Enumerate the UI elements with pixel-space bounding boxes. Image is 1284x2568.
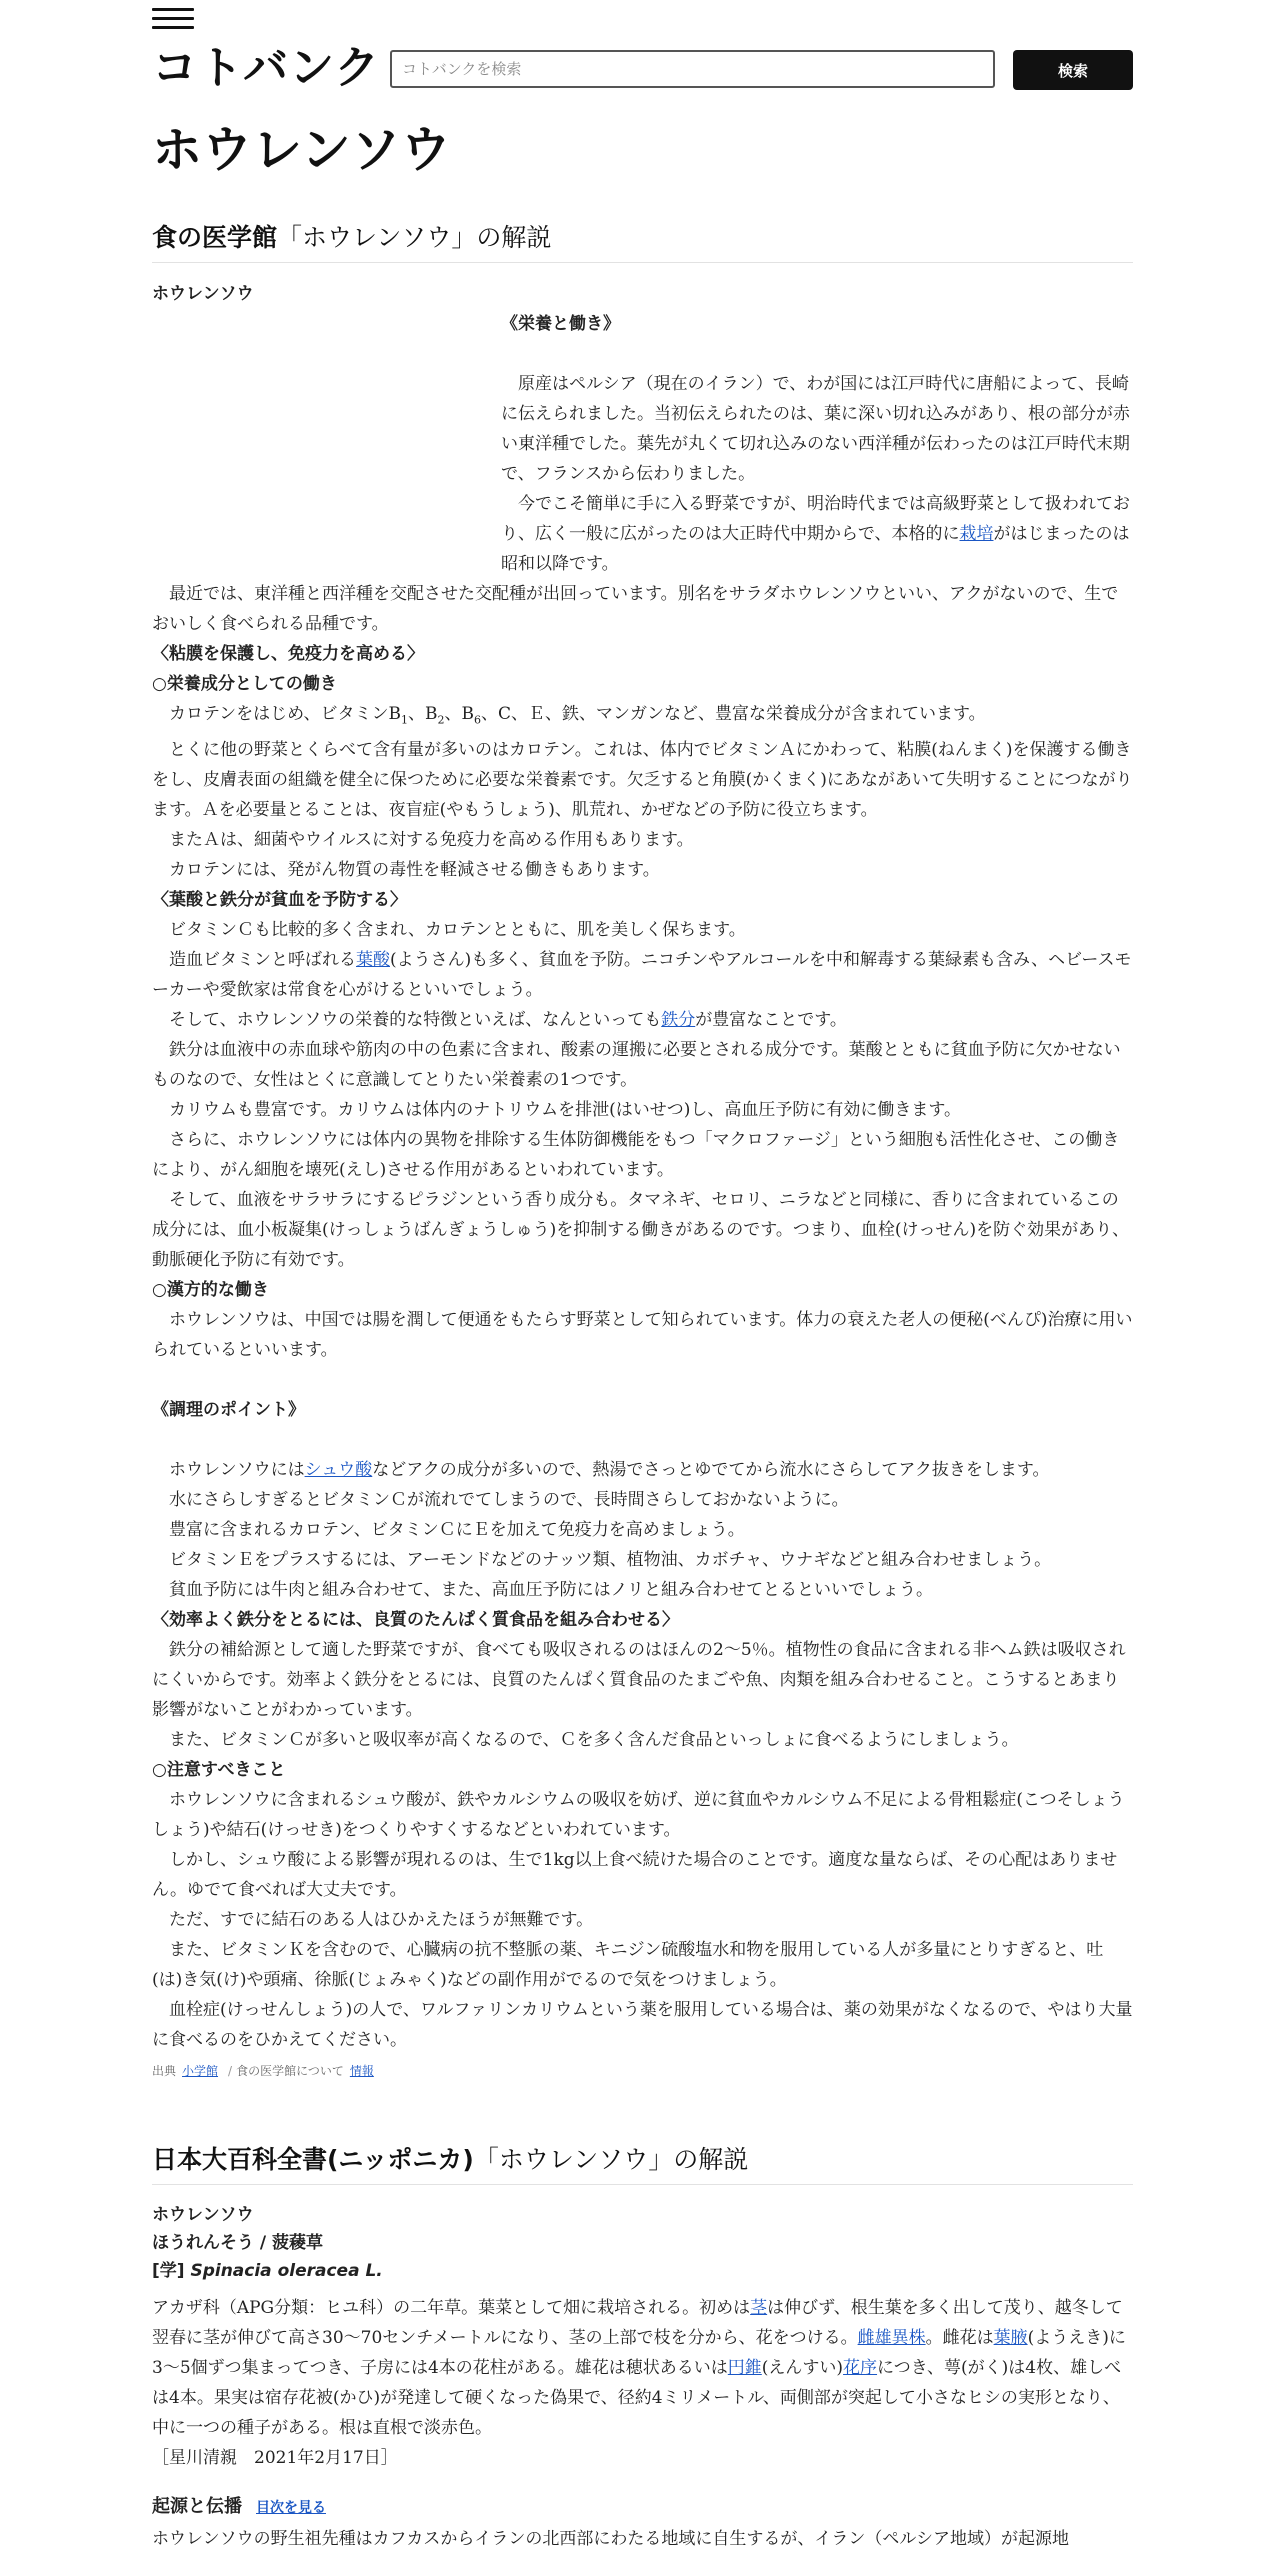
efficient-paragraph-1: 鉄分の補給源として適した野菜ですが、食べても吸収されるのはほんの2～5％。植物性の食品に含まれる非ヘム鉄は吸収されにくいからです。効率よく鉄分をとるには、良質のたんぱく質食品のたまごや魚、肉類を組み合わせること。こうするとあまり影響がないことがわかっています。	[152, 1640, 1126, 1721]
section-heading	[152, 218, 1133, 263]
mucosa-heading: 〈粘膜を保護し、免疫力を高める〉	[152, 644, 424, 664]
image-placeholder-space	[152, 309, 501, 559]
iron-paragraph-2: 鉄分は血液中の赤血球や筋肉の中の色素に含まれ、酸素の運搬に必要とされる成分です。葉酸とともに貧血予防に欠かせないものなので、女性はとくに意識してとりたい栄養素の1つです。	[152, 1040, 1121, 1091]
intro-paragraph-3: 最近では、東洋種と西洋種を交配させた交配種が出回っています。別名をサラダホウレンソウといい、アクがないので、生でおいしく食べられる品種です。	[152, 584, 1119, 634]
cooking-paragraph-4: ビタミンＥをプラスするには、アーモンドなどのナッツ類、植物油、カボチャ、ウナギなどと組み合わせましょう。	[169, 1550, 1052, 1571]
inflorescence-link[interactable]: 花序	[843, 2358, 878, 2378]
efficient-iron-heading: 〈効率よく鉄分をとるには、良質のたんぱく質食品を組み合わせる〉	[152, 1610, 679, 1631]
caution-paragraph-2: しかし、シュウ酸による影響が現れるのは、生で1kg以上食べ続けた場合のことです。適度な量ならば、その心配はありません。ゆでて食べれば大丈夫です。	[152, 1850, 1118, 1901]
site-logo[interactable]: コトバンク	[152, 41, 381, 94]
author-line: ［星川清親 2021年2月17日］	[152, 2448, 398, 2468]
caution-paragraph-3: ただ、すでに結石のある人はひかえたほうが無難です。	[169, 1910, 594, 1931]
carotene-paragraph: とくに他の野菜とくらべて含有量が多いのはカロテン。これは、体内でビタミンＡにかわって、粘膜(ねんまく)を保護する働きをし、皮膚表面の組織を健全に保つために必要な栄養素です。欠乏すると角膜(かくまく)にあながあいて失明することにつながります。Ａを必要量とることは、夜盲症(やもうしょう)、肌荒れ、かぜなどの予防に役立ちます。	[152, 740, 1133, 821]
origin-body	[152, 2524, 1133, 2554]
source-about: 食の医学館について	[236, 2064, 344, 2079]
efficient-paragraph-2: また、ビタミンＣが多いと吸収率が高くなるので、Ｃを多く含んだ食品といっしょに食べるようにしましょう。	[169, 1730, 1019, 1751]
folic-paragraph: 造血ビタミンと呼ばれる葉酸(ようさん)も多く、貧血を予防。ニコチンやアルコールを中和解毒する葉緑素も含み、ヘビースモーカーや愛飲家は常食を心がけるといいでしょう。	[152, 950, 1132, 1001]
folic-iron-heading: 〈葉酸と鉄分が貧血を予防する〉	[152, 890, 407, 911]
cooking-paragraph-3: 豊富に含まれるカロテン、ビタミンＣにＥを加えて免疫力を高めましょう。	[169, 1520, 745, 1541]
entry-word: ホウレンソウ	[152, 284, 254, 304]
dioecious-link[interactable]: 雌雄異株	[857, 2328, 926, 2348]
entry-word: ホウレンソウ	[152, 2205, 254, 2225]
caution-heading: ○注意すべきこと	[152, 1760, 286, 1781]
pyrazine-paragraph: そして、血液をサラサラにするピラジンという香り成分も。タマネギ、セロリ、ニラなどと同様に、香りに含まれているこの成分には、血小板凝集(けっしょうばんぎょうしゅう)を抑制する働きがあるのです。つまり、血栓(けっせん)を防ぐ効果があり、動脈硬化予防に有効です。	[152, 1190, 1130, 1271]
caution-paragraph-5: 血栓症(けっせんしょう)の人で、ワルファリンカリウムという薬を服用している場合は、薬の効果がなくなるので、やはり大量に食べるのをひかえてください。	[152, 2000, 1133, 2051]
section-heading-rest: 「ホウレンソウ」の解説	[277, 223, 552, 252]
cancer-paragraph: カロテンには、発がん物質の毒性を軽減させる働きもあります。	[169, 860, 660, 881]
cooking-paragraph-2: 水にさらしすぎるとビタミンＣが流れでてしまうので、長時間さらしておかないように。	[169, 1490, 849, 1511]
cooking-paragraph-1: ホウレンソウにはシュウ酸などアクの成分が多いので、熱湯でさっとゆでてから流水にさらしてアク抜きをします。	[169, 1460, 1050, 1481]
entry-reading: ほうれんそう / 菠薐草	[152, 2233, 324, 2253]
iron-paragraph: そして、ホウレンソウの栄養的な特徴といえば、なんといっても鉄分が豊富なことです。	[169, 1010, 847, 1031]
source-publisher-link[interactable]: 小学館	[182, 2064, 219, 2079]
oxalic-acid-link[interactable]: シュウ酸	[304, 1460, 373, 1481]
source-info-link[interactable]: 情報	[349, 2064, 374, 2079]
cooking-heading: 《調理のポイント》	[152, 1400, 305, 1421]
macrophage-paragraph: さらに、ホウレンソウには体内の異物を排除する生体防御機能をもつ「マクロファージ」という細胞も活性化させ、この働きにより、がん細胞を壊死(えし)させる作用があるといわれています。	[152, 1130, 1120, 1181]
origin-paragraph: ホウレンソウの野生祖先種はカフカスからイランの北西部にわたる地域に自生するが、イラン（ペルシア地域）が起源地	[152, 2529, 1069, 2549]
origin-heading: 起源と伝播 目次を見る	[152, 2496, 326, 2517]
intro-paragraph-1: 原産はペルシア（現在のイラン）で、わが国には江戸時代に唐船によって、長崎に伝えられました。当初伝えられたのは、葉に深い切れ込みがあり、根の部分が赤い東洋種でした。葉先が丸くて切れ込みのない西洋種が伝わったのは江戸時代末期で、フランスから伝わりました。	[501, 374, 1130, 484]
section-heading-rest: 「ホウレンソウ」の解説	[473, 2145, 749, 2174]
vitc-paragraph: ビタミンＣも比較的多く含まれ、カロテンとともに、肌を美しく保ちます。	[169, 920, 746, 941]
folic-acid-link[interactable]: 葉酸	[356, 950, 390, 971]
source-label: 出典	[152, 2064, 177, 2079]
section-heading	[152, 2140, 1133, 2185]
kampo-paragraph: ホウレンソウは、中国では腸を潤して便通をもたらす野菜として知られています。体力の衰えた老人の便秘(べんぴ)治療に用いられているといいます。	[152, 1310, 1133, 1361]
search-button[interactable]: 検索	[1013, 50, 1133, 90]
hamburger-menu-icon[interactable]	[152, 8, 194, 30]
immune-paragraph: またＡは、細菌やウイルスに対する免疫力を高める作用もあります。	[169, 830, 694, 851]
vitamin-paragraph: カロテンをはじめ、ビタミン$B_1$、$B_2$、$B_6$、C、Ｅ、鉄、マンガンなど、豊富な栄養成分が含まれています。	[169, 704, 986, 727]
cultivation-link[interactable]: 栽培	[959, 524, 994, 544]
description-paragraph: アカザ科（APG分類：ヒユ科）の二年草。葉菜として畑に栽培される。初めは茎は伸びず、根生葉を多く出して茂り、越冬して翌春に茎が伸びて高さ30～70センチメートルになり、茎の上部で枝を分から、花をつける。雌雄異株。雌花は葉腋(ようえき)に3～5個ずつ集まってつき、子房には4本の花柱がある。雄花は穂状あるいは円錐(えんすい)花序につき、萼(がく)は4枚、雄しべは4本。果実は宿存花被(かひ)が発達して硬くなった偽果で、径約4ミリメートル、両側部が突起して小さなヒシの実形となり、中に一つの種子がある。根は直根で淡赤色。	[152, 2298, 1126, 2438]
section-source-name: 日本大百科全書(ニッポニカ)	[152, 2145, 474, 2174]
entry-latin: [学] Spinacia oleracea L.	[152, 2261, 383, 2281]
toc-link[interactable]: 目次を見る	[256, 2500, 326, 2516]
source-line: 出典 小学館 / 食の医学館について 情報	[152, 2064, 374, 2079]
iron-link[interactable]: 鉄分	[661, 1010, 696, 1031]
caution-paragraph-4: また、ビタミンＫを含むので、心臓病の抗不整脈の薬、キニジン硫酸塩水和物を服用している人が多量にとりすぎると、吐(は)き気(け)や頭痛、徐脈(じょみゃく)などの副作用がでるので気をつけましょう。	[152, 1940, 1104, 1991]
stem-link[interactable]: 茎	[750, 2298, 768, 2318]
cone-link[interactable]: 円錐	[727, 2358, 762, 2378]
page-title: ホウレンソウ	[152, 121, 451, 179]
article-body	[152, 309, 1133, 2055]
section-shoku-no-igakukan	[152, 218, 1133, 2081]
potassium-paragraph: カリウムも豊富です。カリウムは体内のナトリウムを排泄(はいせつ)し、高血圧予防に有効に働きます。	[169, 1100, 962, 1121]
article-body	[152, 2293, 1133, 2473]
cooking-paragraph-5: 貧血予防には牛肉と組み合わせて、また、高血圧予防にはノリと組み合わせてとるといいでしょう。	[169, 1580, 933, 1601]
kampo-heading: ○漢方的な働き	[152, 1280, 269, 1301]
intro-paragraph-2: 今でこそ簡単に手に入る野菜ですが、明治時代までは高級野菜として扱われており、広く一般に広がったのは大正時代中期からで、本格的に栽培がはじまったのは昭和以降です。	[501, 494, 1130, 574]
section-nipponica	[152, 2140, 1133, 2554]
leaf-axil-link[interactable]: 葉腋	[993, 2328, 1028, 2348]
nutrition-heading: 《栄養と働き》	[501, 314, 620, 334]
section-source-name: 食の医学館	[152, 223, 278, 252]
nutrients-heading: ○栄養成分としての働き	[152, 674, 337, 694]
search-input[interactable]	[390, 50, 995, 88]
caution-paragraph-1: ホウレンソウに含まれるシュウ酸が、鉄やカルシウムの吸収を妨げ、逆に貧血やカルシウム不足による骨粗鬆症(こつそしょうしょう)や結石(けっせき)をつくりやすくするなどといわれています。	[152, 1790, 1125, 1841]
